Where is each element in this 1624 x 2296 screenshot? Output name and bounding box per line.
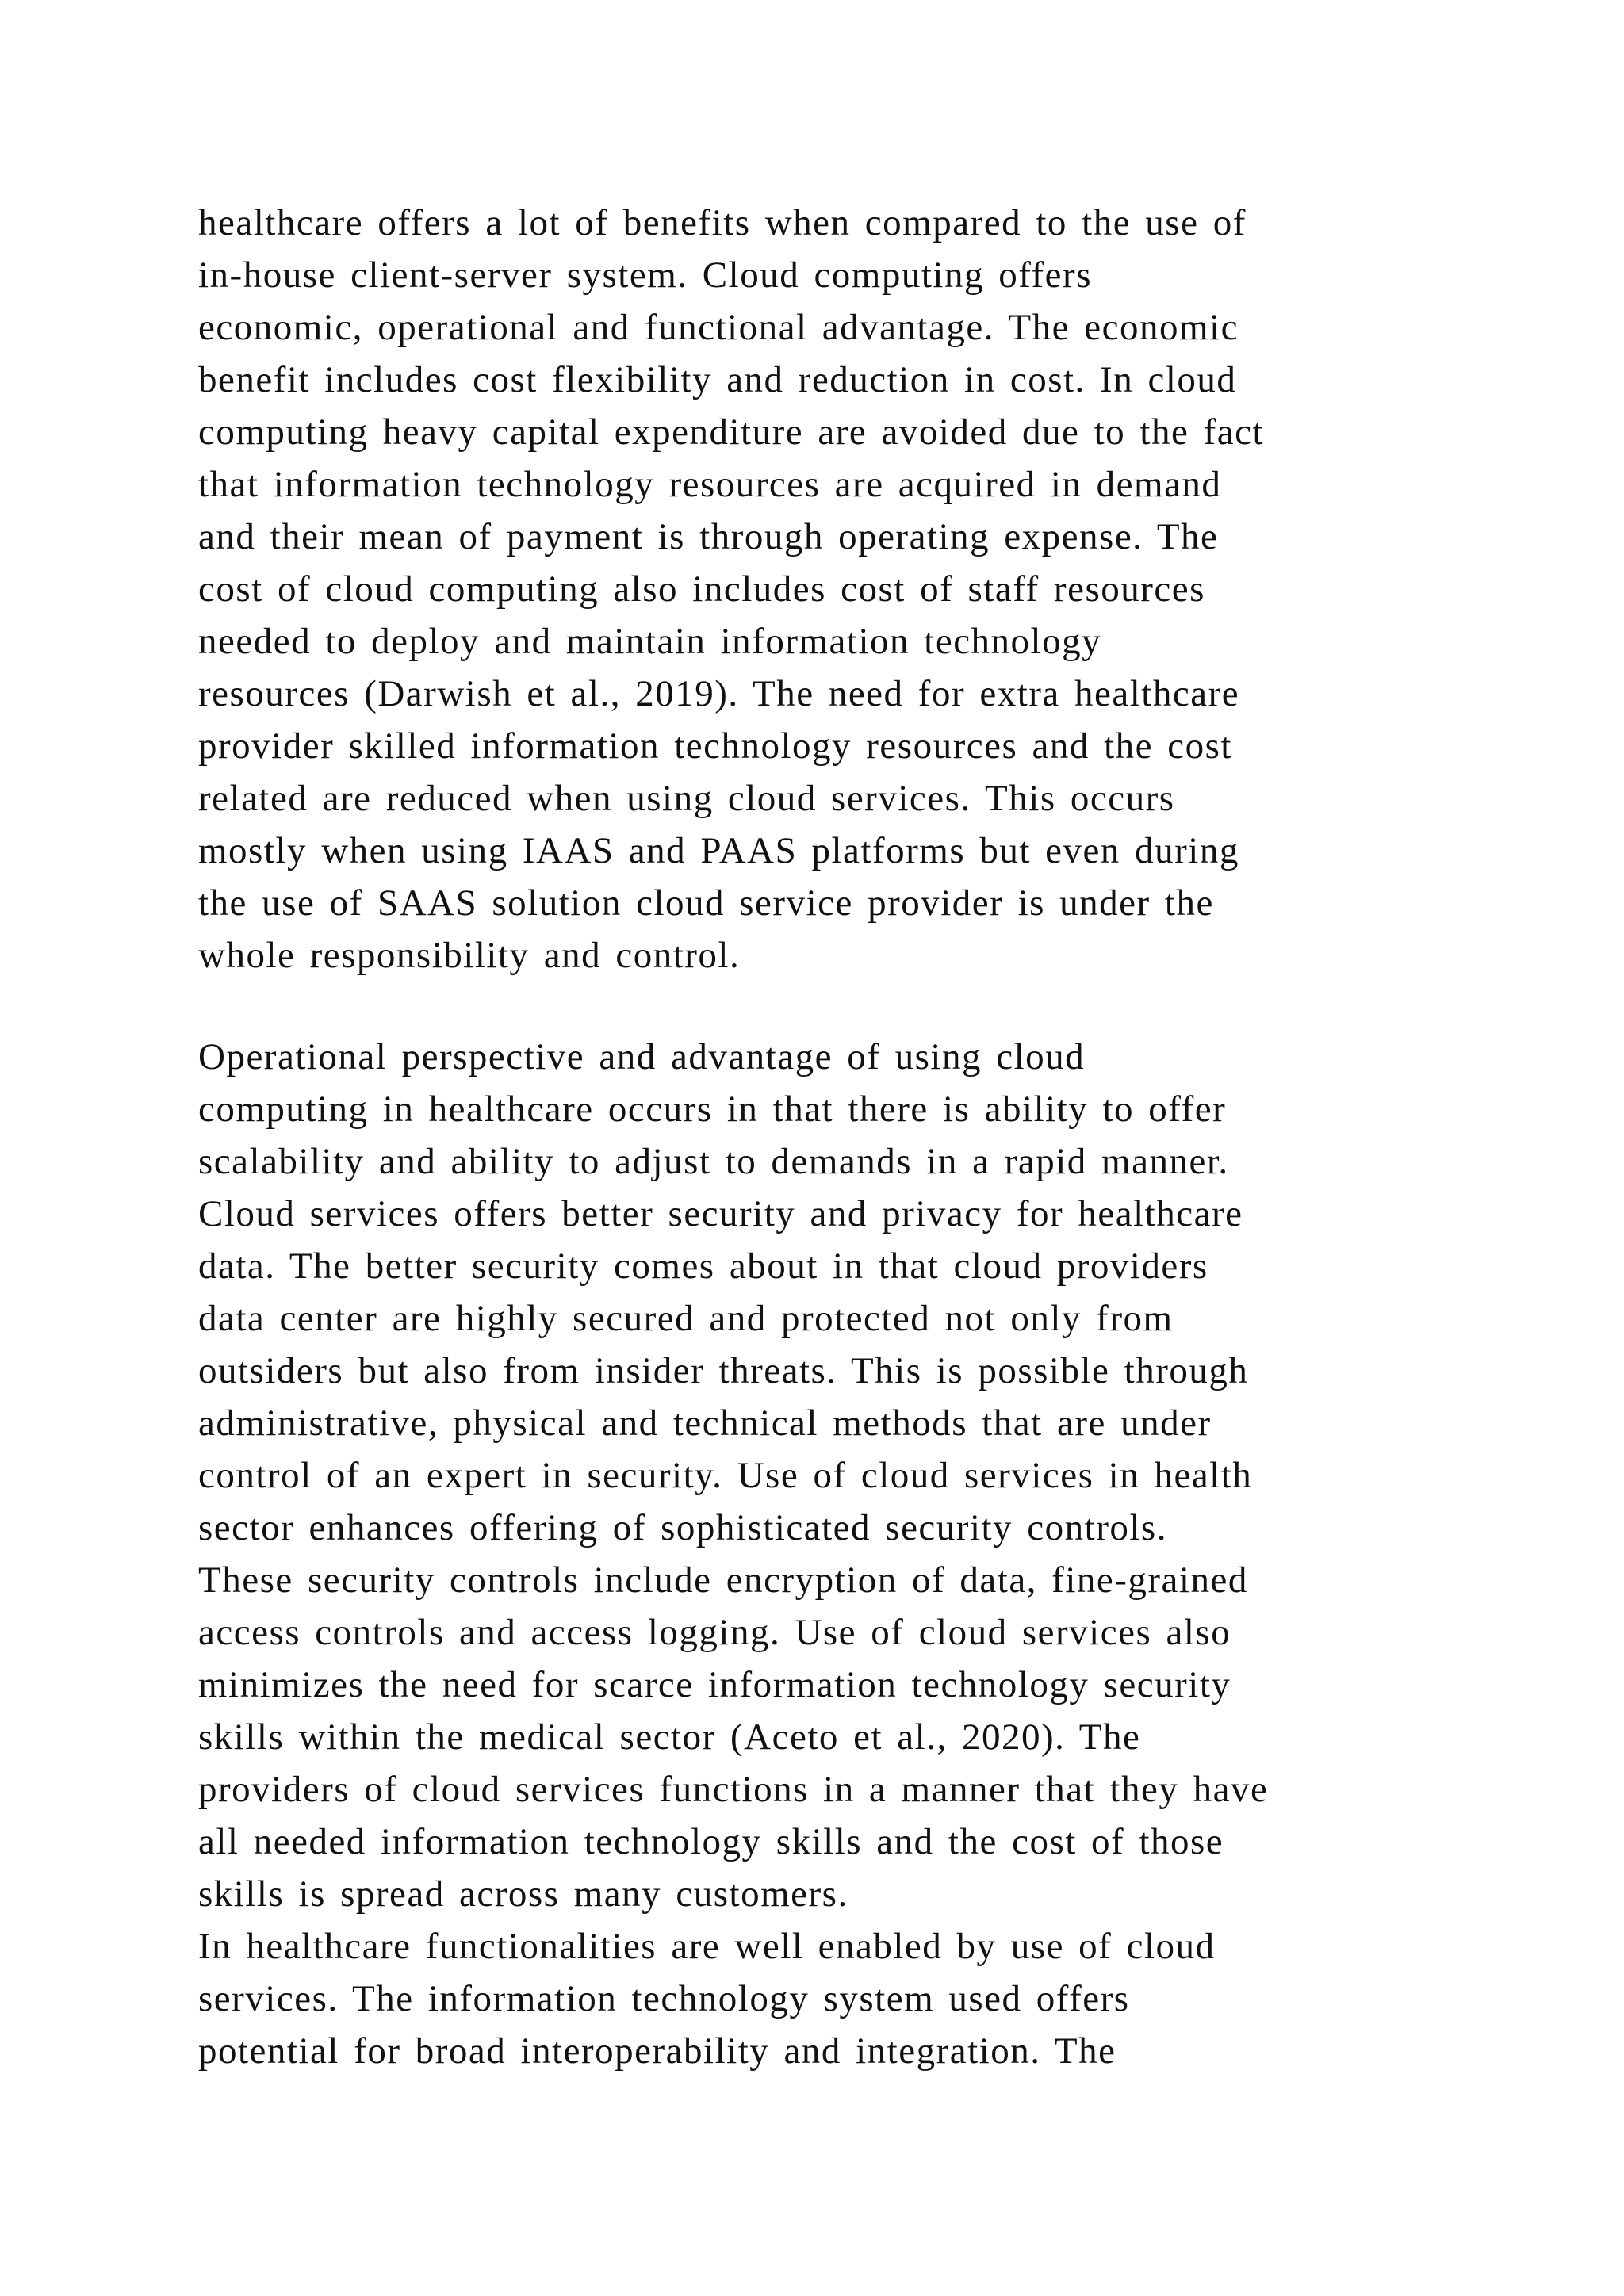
text-line: providers of cloud services functions in a manner that they have xyxy=(198,1769,1269,1810)
text-line: skills within the medical sector (Aceto et al., 2020). The xyxy=(198,1716,1141,1758)
text-line: all needed information technology skills and the cost of those xyxy=(198,1821,1224,1862)
text-line: healthcare offers a lot of benefits when compared to the use of xyxy=(198,202,1247,243)
paragraph-economic-benefits xyxy=(198,197,1451,982)
text-line: data. The better security comes about in that cloud providers xyxy=(198,1246,1208,1287)
text-line: mostly when using IAAS and PAAS platforms but even during xyxy=(198,830,1239,871)
text-line: administrative, physical and technical methods that are under xyxy=(198,1402,1212,1444)
text-line: related are reduced when using cloud services. This occurs xyxy=(198,778,1175,819)
text-line: resources (Darwish et al., 2019). The need for extra healthcare xyxy=(198,673,1240,714)
paragraph-operational-advantage xyxy=(198,1031,1451,2077)
text-line: computing in healthcare occurs in that there is ability to offer xyxy=(198,1089,1227,1130)
text-line: Cloud services offers better security and privacy for healthcare xyxy=(198,1193,1243,1234)
text-line: scalability and ability to adjust to demands in a rapid manner. xyxy=(198,1141,1229,1182)
text-line: skills is spread across many customers. xyxy=(198,1873,848,1915)
text-line: benefit includes cost flexibility and reduction in cost. In cloud xyxy=(198,359,1237,400)
text-line: control of an expert in security. Use of cloud services in health xyxy=(198,1455,1253,1496)
text-line: whole responsibility and control. xyxy=(198,935,741,976)
text-line: needed to deploy and maintain information technology xyxy=(198,621,1102,662)
text-line: In healthcare functionalities are well enabled by use of cloud xyxy=(198,1926,1216,1967)
text-line: services. The information technology system used offers xyxy=(198,1978,1130,2019)
text-line: provider skilled information technology resources and the cost xyxy=(198,725,1232,767)
text-line: that information technology resources are acquired in demand xyxy=(198,464,1222,505)
text-line: Operational perspective and advantage of using cloud xyxy=(198,1036,1086,1077)
text-line: sector enhances offering of sophisticated security controls. xyxy=(198,1507,1167,1548)
text-line: outsiders but also from insider threats. This is possible through xyxy=(198,1350,1249,1391)
text-line: access controls and access logging. Use of cloud services also xyxy=(198,1612,1231,1653)
text-line: and their mean of payment is through operating expense. The xyxy=(198,516,1219,557)
text-line: economic, operational and functional advantage. The economic xyxy=(198,307,1239,348)
text-line: the use of SAAS solution cloud service provider is under the xyxy=(198,882,1214,924)
text-line: computing heavy capital expenditure are avoided due to the fact xyxy=(198,411,1265,453)
text-line: data center are highly secured and protected not only from xyxy=(198,1298,1174,1339)
text-line: in-house client-server system. Cloud computing offers xyxy=(198,254,1092,296)
text-line: minimizes the need for scarce information technology security xyxy=(198,1664,1231,1705)
text-line: potential for broad interoperability and integration. The xyxy=(198,2030,1116,2072)
text-line: These security controls include encryption of data, fine-grained xyxy=(198,1559,1248,1601)
text-line: cost of cloud computing also includes cost of staff resources xyxy=(198,568,1205,610)
